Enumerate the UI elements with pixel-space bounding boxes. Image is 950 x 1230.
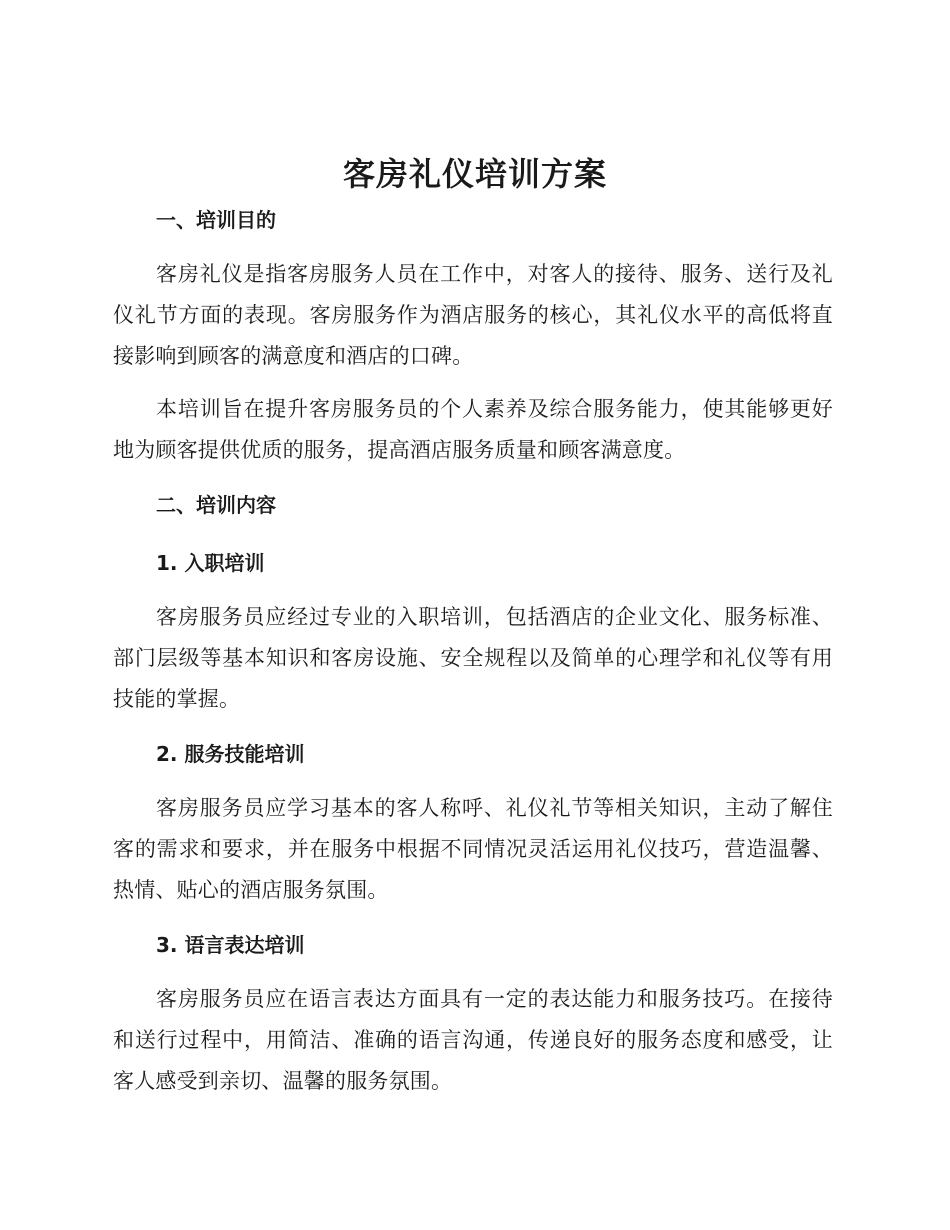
section-heading-content: 二、培训内容 bbox=[156, 493, 276, 517]
paragraph: 本培训旨在提升客房服务员的个人素养及综合服务能力，使其能够更好地为顾客提供优质的服务，提高酒店服务质量和顾客满意度。 bbox=[113, 397, 833, 462]
document-title: 客房礼仪培训方案 bbox=[342, 155, 607, 193]
paragraph: 客房服务员应经过专业的入职培训，包括酒店的企业文化、服务标准、部门层级等基本知识和客房设施、安全规程以及简单的心理学和礼仪等有用技能的掌握。 bbox=[113, 605, 833, 711]
paragraph: 客房服务员应在语言表达方面具有一定的表达能力和服务技巧。在接待和送行过程中，用简洁、准确的语言沟通，传递良好的服务态度和感受，让客人感受到亲切、温馨的服务氛围。 bbox=[113, 987, 833, 1093]
subsection-heading-onboarding: 1. 入职培训 bbox=[156, 551, 265, 575]
section-heading-purpose: 一、培训目的 bbox=[156, 208, 276, 232]
paragraph: 客房服务员应学习基本的客人称呼、礼仪礼节等相关知识，主动了解住客的需求和要求，并在服务中根据不同情况灵活运用礼仪技巧，营造温馨、热情、贴心的酒店服务氛围。 bbox=[113, 796, 833, 902]
subsection-heading-service-skills: 2. 服务技能培训 bbox=[156, 742, 305, 766]
document-body bbox=[113, 196, 833, 1102]
paragraph: 客房礼仪是指客房服务人员在工作中，对客人的接待、服务、送行及礼仪礼节方面的表现。客房服务作为酒店服务的核心，其礼仪水平的高低将直接影响到顾客的满意度和酒店的口碑。 bbox=[113, 262, 833, 368]
subsection-heading-language: 3. 语言表达培训 bbox=[156, 933, 305, 957]
